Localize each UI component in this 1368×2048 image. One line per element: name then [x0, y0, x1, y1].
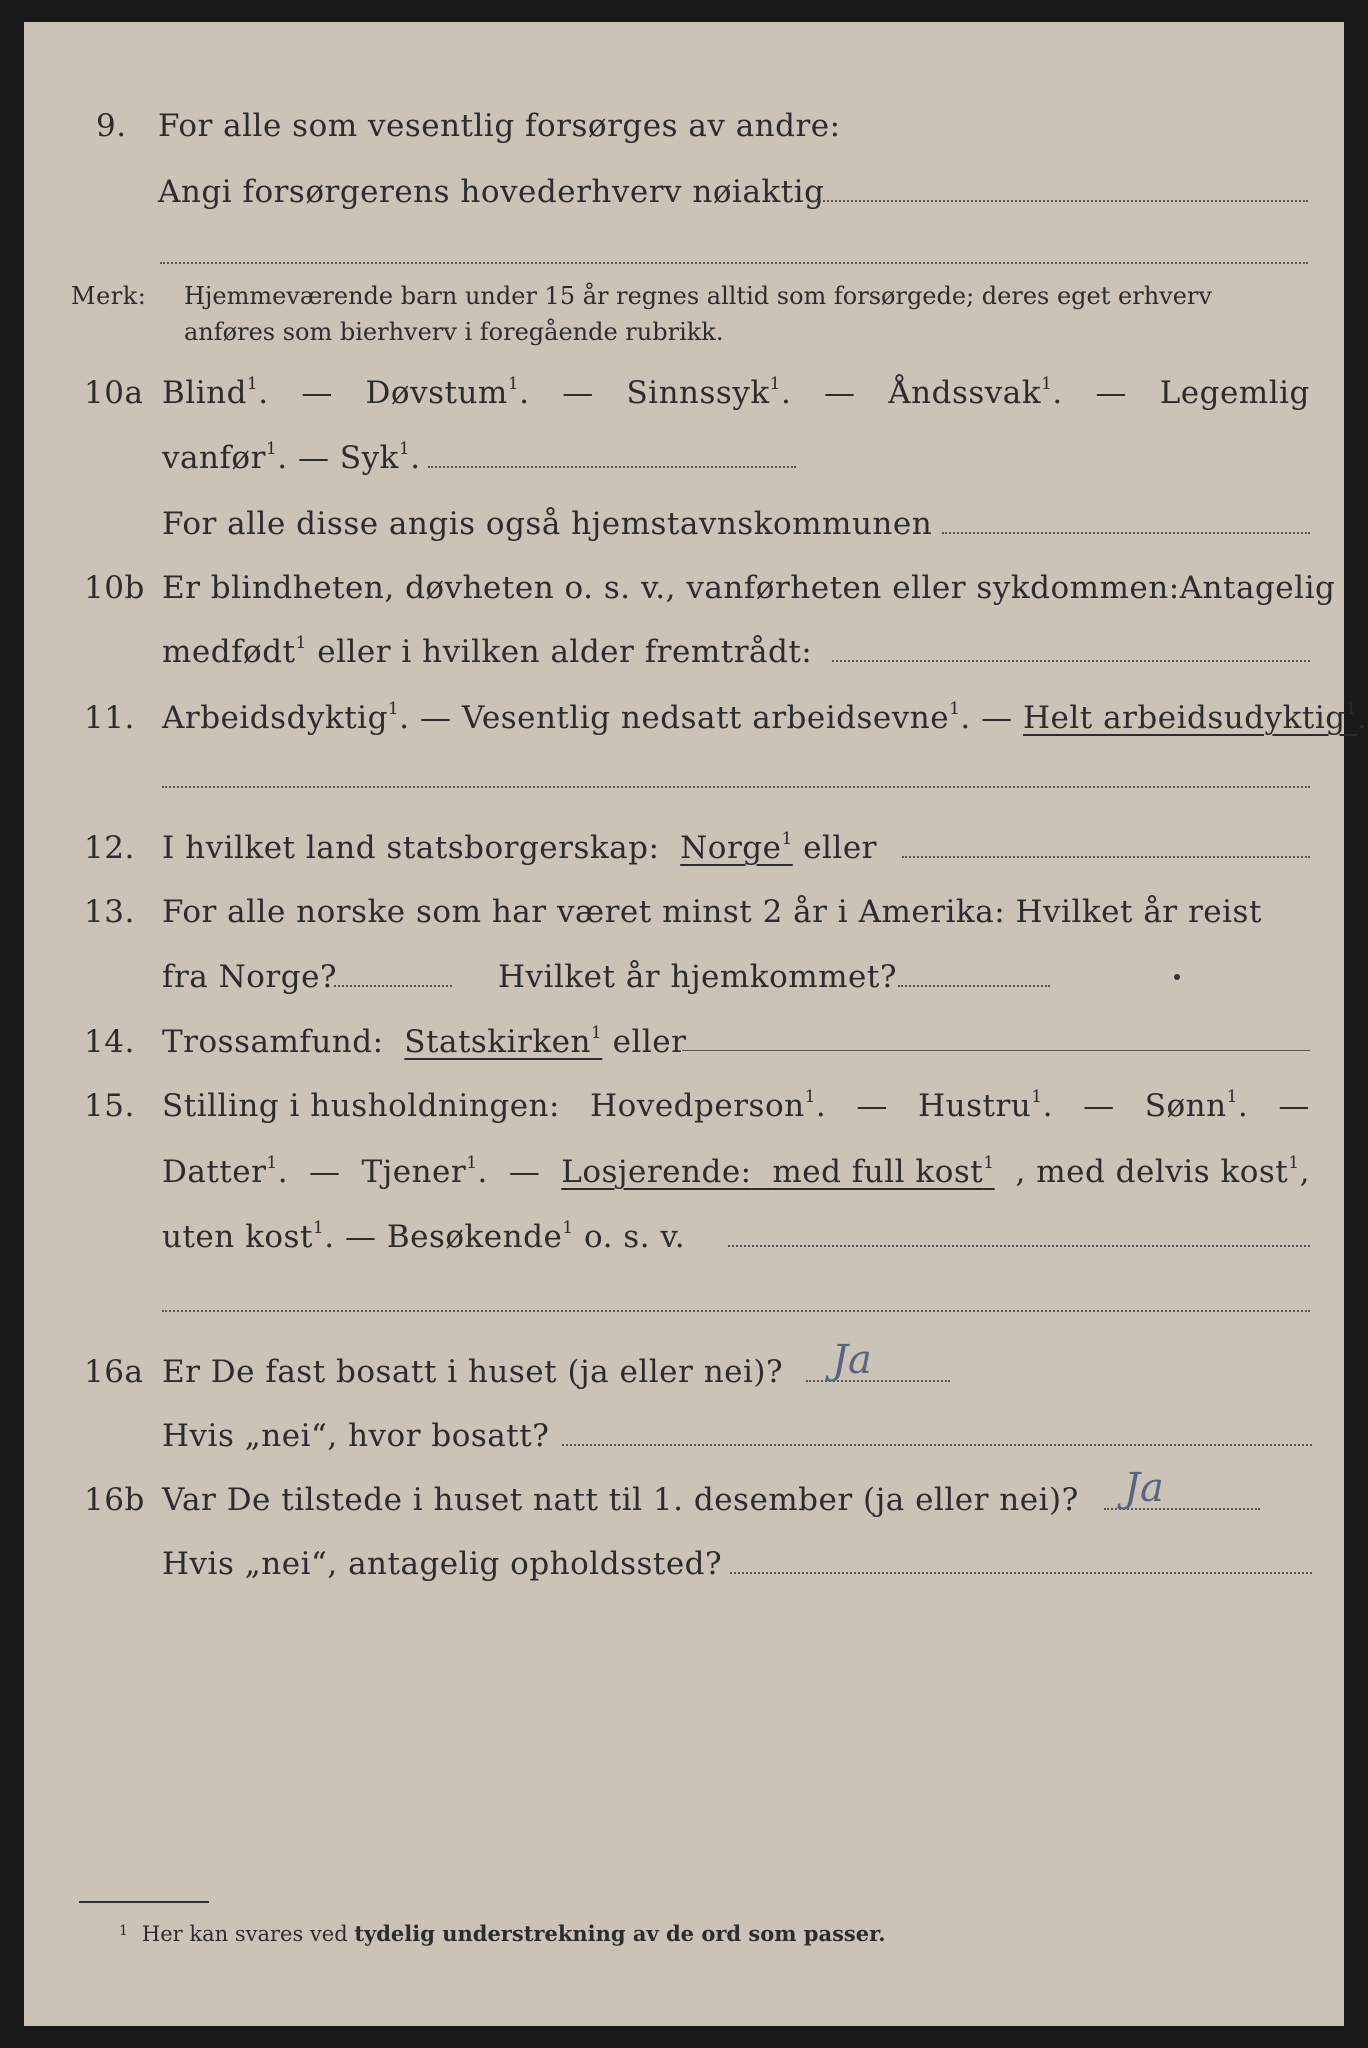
option-delvis-kost[interactable]: , med delvis kost$^1$,: [1015, 1153, 1310, 1190]
question-16a-line-2: [24, 1414, 1344, 1458]
question-13: [24, 890, 1344, 934]
question-16a: [24, 1350, 1344, 1394]
question-15-line-3: [24, 1215, 1344, 1259]
answer-line[interactable]: [728, 1245, 1310, 1247]
note-text-2: anføres som bierhverv i foregående rubrikk.: [184, 318, 724, 346]
question-text: Trossamfund: Statskirken$^1$ eller: [162, 1023, 687, 1060]
question-text: For alle norske som har været minst 2 år i Amerika: Hvilket år reist: [162, 894, 1262, 930]
question-number: 10b: [84, 570, 145, 606]
question-text: fra Norge?: [162, 959, 338, 995]
option-besokende[interactable]: Besøkende$^1$: [386, 1218, 574, 1255]
question-number: 13.: [84, 894, 135, 930]
question-16b-line-2: [24, 1542, 1344, 1586]
option-syk[interactable]: Syk$^1$.: [339, 439, 421, 476]
question-number: 16b: [84, 1482, 145, 1518]
question-text: Hvis „nei“, hvor bosatt?: [162, 1418, 550, 1454]
answer-line[interactable]: [162, 1310, 1310, 1312]
household-options-2: Datter$^1$. — Tjener$^1$. — Losjerende: med full kost$^1$ , med delvis kost$^1$,: [162, 1150, 1310, 1194]
question-text: Hvilket år hjemkommet?: [498, 959, 897, 995]
question-14: [24, 1020, 1344, 1064]
question-number: 9.: [96, 108, 127, 144]
work-ability-options: Arbeidsdyktig$^1$. — Vesentlig nedsatt arbeidsevne$^1$. — Helt arbeidsudyktig$^1$.: [162, 699, 1368, 736]
disability-options-2: vanfør$^1$. — Syk$^1$.: [162, 439, 421, 476]
option-blind[interactable]: Blind$^1$.: [162, 374, 269, 411]
answer-line[interactable]: [162, 786, 1310, 788]
question-11: [24, 696, 1368, 740]
household-options: Stilling i husholdningen: Hovedperson$^1$. — Hustru$^1$. — Sønn$^1$. —: [162, 1084, 1310, 1128]
question-10b-line-2: [24, 630, 1344, 674]
answer-line[interactable]: [806, 1380, 950, 1382]
option-medfodt[interactable]: medfødt: [162, 634, 296, 670]
question-number: 14.: [84, 1024, 135, 1060]
handwritten-answer[interactable]: Ja: [832, 1337, 872, 1383]
option-vanfor[interactable]: vanfør$^1$.: [162, 439, 288, 476]
question-15-line-2: [24, 1150, 1344, 1194]
question-text: medfødt$^1$ eller i hvilken alder fremtrådt:: [162, 633, 813, 670]
answer-line[interactable]: [902, 856, 1310, 858]
option-helt-arbeidsudyktig-underlined[interactable]: Helt arbeidsudyktig$^1$: [1022, 699, 1357, 736]
option-nedsatt[interactable]: Vesentlig nedsatt arbeidsevne$^1$.: [461, 699, 971, 736]
answer-line[interactable]: [562, 1444, 1312, 1446]
question-number: 10a: [84, 375, 144, 411]
option-arbeidsdyktig[interactable]: Arbeidsdyktig$^1$.: [162, 699, 410, 736]
ink-speck: [1174, 974, 1180, 980]
answer-line[interactable]: [730, 1572, 1312, 1574]
question-9: [24, 104, 1344, 148]
answer-line[interactable]: [334, 985, 452, 987]
question-text: Hvis „nei“, antagelig opholdssted?: [162, 1546, 723, 1582]
footnote: $^1$ Her kan svares ved tydelig understrekning av de ord som passer.: [119, 1921, 886, 1946]
option-datter[interactable]: Datter$^1$.: [162, 1153, 289, 1190]
footnote-rule: [79, 1901, 209, 1903]
option-uten-kost[interactable]: uten kost$^1$.: [162, 1218, 335, 1255]
note-text: Hjemmeværende barn under 15 år regnes alltid som forsørgede; deres eget erhverv: [184, 282, 1212, 310]
option-hovedperson[interactable]: Hovedperson$^1$.: [590, 1087, 827, 1124]
question-text: For alle disse angis også hjemstavnskommunen: [162, 506, 933, 542]
option-norge-underlined[interactable]: Norge$^1$: [680, 829, 793, 866]
question-15: [24, 1084, 1344, 1128]
question-text: Er blindheten, døvheten o. s. v., vanførheten eller sykdommen: Antagelig: [162, 570, 1336, 606]
answer-line[interactable]: [682, 1050, 1310, 1051]
answer-line[interactable]: [428, 466, 796, 468]
question-text: Angi forsørgerens hovederhverv nøiaktig: [158, 174, 825, 210]
question-number: 12.: [84, 830, 135, 866]
question-10a-line-3: [24, 502, 1344, 546]
note-label: Merk:: [71, 282, 147, 310]
option-dovstum[interactable]: Døvstum$^1$.: [365, 374, 530, 411]
question-12: [24, 826, 1344, 870]
answer-line[interactable]: [898, 985, 1050, 987]
question-number: 11.: [84, 700, 135, 736]
answer-line[interactable]: [812, 200, 1308, 202]
option-hustru[interactable]: Hustru$^1$.: [918, 1087, 1053, 1124]
answer-line[interactable]: [832, 660, 1310, 662]
option-losjerende-full-kost-underlined[interactable]: Losjerende: med full kost$^1$: [561, 1153, 995, 1190]
household-options-3: uten kost$^1$. — Besøkende$^1$ o. s. v.: [162, 1218, 686, 1255]
option-tjener[interactable]: Tjener$^1$.: [361, 1153, 488, 1190]
question-text: Var De tilstede i huset natt til 1. desember (ja eller nei)?: [162, 1482, 1079, 1518]
handwritten-answer[interactable]: Ja: [1124, 1465, 1164, 1511]
option-sinnssyk[interactable]: Sinnssyk$^1$.: [626, 374, 792, 411]
question-9-line-2: [24, 170, 1344, 214]
question-13-line-2: [24, 955, 1344, 999]
disability-options: Blind$^1$. — Døvstum$^1$. — Sinnssyk$^1$. — Åndssvak$^1$. — Legemlig: [162, 371, 1310, 415]
answer-line[interactable]: [160, 262, 1308, 264]
question-10b: [24, 566, 1344, 610]
answer-line[interactable]: [942, 532, 1310, 534]
option-statskirken-underlined[interactable]: Statskirken$^1$: [404, 1023, 603, 1060]
question-10a: [24, 371, 1344, 415]
census-form-page: [24, 22, 1368, 2026]
question-number: 15.: [84, 1088, 135, 1124]
question-number: 16a: [84, 1354, 144, 1390]
option-legemlig[interactable]: Legemlig: [1159, 375, 1310, 411]
option-sonn[interactable]: Sønn$^1$.: [1144, 1087, 1249, 1124]
question-10a-line-2: [24, 436, 1344, 480]
question-text: Er De fast bosatt i huset (ja eller nei)?: [162, 1354, 784, 1390]
option-andssvak[interactable]: Åndssvak$^1$.: [888, 374, 1063, 411]
question-text: I hvilket land statsborgerskap: Norge$^1$ eller: [162, 829, 877, 866]
question-text: For alle som vesentlig forsørges av andre:: [158, 108, 841, 144]
